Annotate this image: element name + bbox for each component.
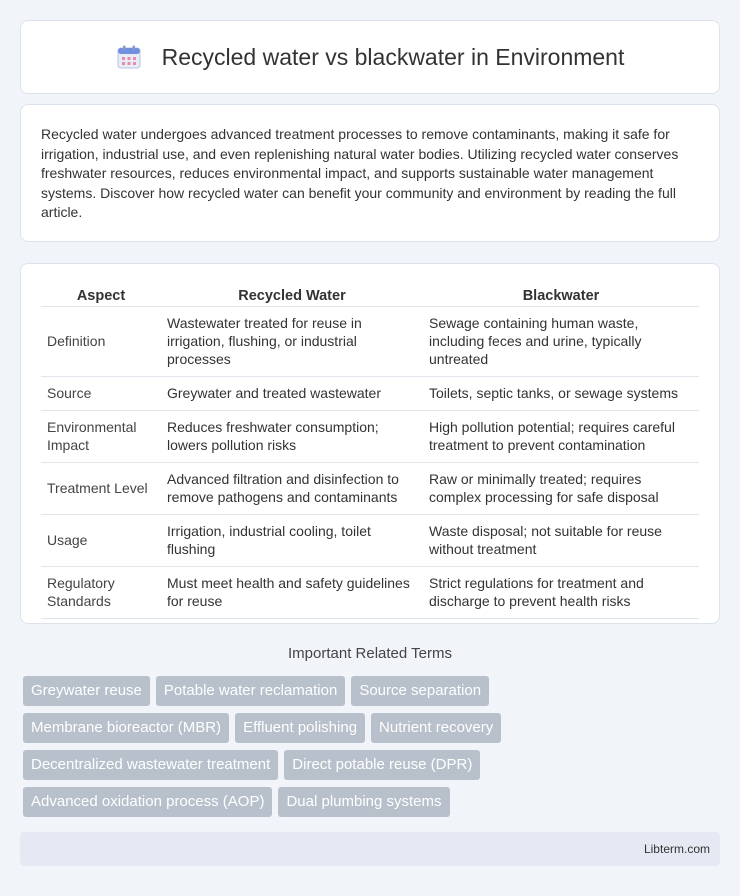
tag-potable-water-reclamation[interactable]: Potable water reclamation xyxy=(156,676,345,706)
comparison-table xyxy=(41,284,699,619)
tag-direct-potable-reuse[interactable]: Direct potable reuse (DPR) xyxy=(284,750,480,780)
tag-membrane-bioreactor[interactable]: Membrane bioreactor (MBR) xyxy=(23,713,229,743)
tag-source-separation[interactable]: Source separation xyxy=(351,676,489,706)
table-row xyxy=(41,515,699,567)
aspect-cell: Source xyxy=(41,377,161,411)
tag-row xyxy=(23,676,723,706)
recycled-water-cell: Greywater and treated wastewater xyxy=(161,377,423,411)
recycled-water-cell: Irrigation, industrial cooling, toilet flushing xyxy=(161,515,423,567)
tag-row xyxy=(23,713,723,743)
tag-nutrient-recovery[interactable]: Nutrient recovery xyxy=(371,713,501,743)
table-header-row xyxy=(41,284,699,307)
blackwater-cell: Strict regulations for treatment and discharge to prevent health risks xyxy=(423,567,699,619)
intro-paragraph: Recycled water undergoes advanced treatment processes to remove contaminants, making it safe for irrigation, industrial use, and even replenishing natural water bodies. Utilizing recycled water conserves freshwater resources, reduces environmental impact, and supports sustainable water management systems. Discover how recycled water can benefit your community and environment by reading the full article. xyxy=(41,126,679,220)
column-header-blackwater: Blackwater xyxy=(423,284,699,307)
tag-greywater-reuse[interactable]: Greywater reuse xyxy=(23,676,150,706)
tag-advanced-oxidation-process[interactable]: Advanced oxidation process (AOP) xyxy=(23,787,272,817)
recycled-water-cell: Must meet health and safety guidelines for reuse xyxy=(161,567,423,619)
table-row xyxy=(41,377,699,411)
footer xyxy=(20,832,720,866)
intro-card xyxy=(20,104,720,242)
recycled-water-cell: Wastewater treated for reuse in irrigation, flushing, or industrial processes xyxy=(161,307,423,377)
aspect-cell: Treatment Level xyxy=(41,463,161,515)
recycled-water-cell: Reduces freshwater consumption; lowers pollution risks xyxy=(161,411,423,463)
blackwater-cell: Raw or minimally treated; requires complex processing for safe disposal xyxy=(423,463,699,515)
aspect-cell: Regulatory Standards xyxy=(41,567,161,619)
comparison-table-card xyxy=(20,263,720,624)
title-card xyxy=(20,20,720,94)
tag-row xyxy=(23,787,723,817)
calendar-icon xyxy=(116,44,142,70)
recycled-water-cell: Advanced filtration and disinfection to remove pathogens and contaminants xyxy=(161,463,423,515)
related-terms-title: Important Related Terms xyxy=(288,645,452,662)
page-title: Recycled water vs blackwater in Environment xyxy=(161,43,625,70)
tag-effluent-polishing[interactable]: Effluent polishing xyxy=(235,713,365,743)
tag-row xyxy=(23,750,723,780)
related-terms-tags xyxy=(23,676,723,824)
table-row xyxy=(41,463,699,515)
blackwater-cell: Toilets, septic tanks, or sewage systems xyxy=(423,377,699,411)
blackwater-cell: Waste disposal; not suitable for reuse without treatment xyxy=(423,515,699,567)
footer-site-link[interactable]: Libterm.com xyxy=(643,842,710,856)
column-header-aspect: Aspect xyxy=(41,284,161,307)
aspect-cell: Environmental Impact xyxy=(41,411,161,463)
blackwater-cell: Sewage containing human waste, including feces and urine, typically untreated xyxy=(423,307,699,377)
tag-decentralized-wastewater-treatment[interactable]: Decentralized wastewater treatment xyxy=(23,750,278,780)
table-row xyxy=(41,411,699,463)
blackwater-cell: High pollution potential; requires careful treatment to prevent contamination xyxy=(423,411,699,463)
column-header-recycled-water: Recycled Water xyxy=(161,284,423,307)
aspect-cell: Usage xyxy=(41,515,161,567)
tag-dual-plumbing-systems[interactable]: Dual plumbing systems xyxy=(278,787,449,817)
aspect-cell: Definition xyxy=(41,307,161,377)
table-row xyxy=(41,567,699,619)
table-row xyxy=(41,307,699,377)
